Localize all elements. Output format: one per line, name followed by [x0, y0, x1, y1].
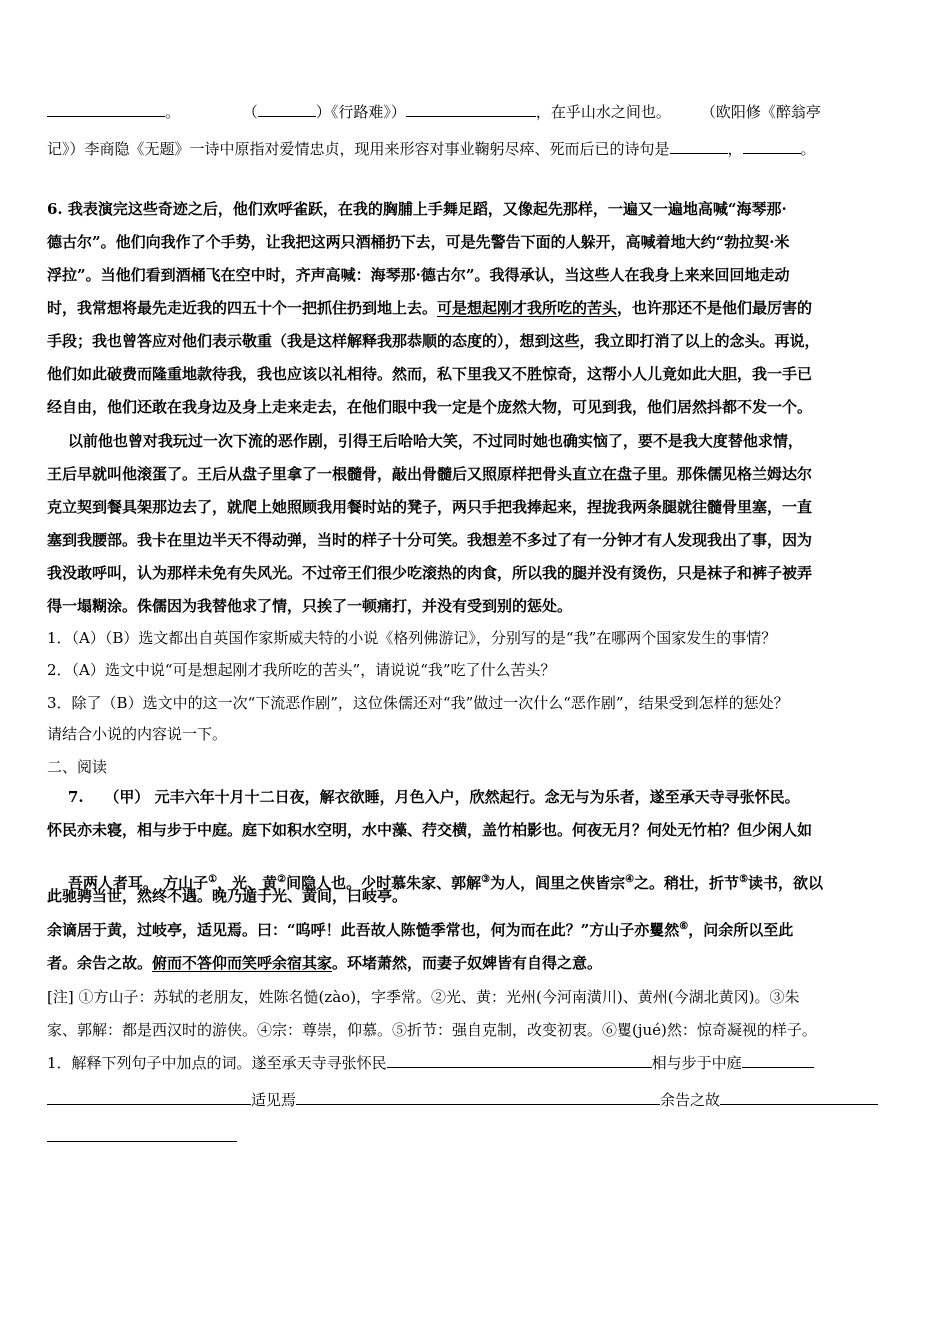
text: 相与步于中 [651, 1054, 727, 1072]
question-1: 1．（A）（B）选文都出自英国作家斯威夫特的小说《格列佛游记》，分别写的是“我”在哪两个国家发生的事情？ [47, 629, 777, 647]
text: 记》）李商隐《无题》一诗中原指对爱情忠贞，现用来形容对事业鞠躬尽瘁、死而后已的诗句是 [47, 140, 670, 158]
reading-line: 此驰骋当世，然终不遇。晚乃遁于光、黄间，曰岐亭。 [47, 887, 408, 905]
text: 1．解释下列句子中加点的词。 [47, 1054, 252, 1072]
explain-question-line [47, 1127, 915, 1147]
question-3: 3．除了（B）选文中的这一次“下流恶作剧”，这位侏儒还对“我”做过一次什么“恶作剧”，结果受到怎样的惩处？ [47, 694, 789, 712]
answer-blank[interactable] [47, 102, 165, 117]
answer-blank[interactable] [670, 139, 728, 154]
answer-blank[interactable] [258, 102, 316, 117]
q6-line: 经自由，他们还敢在我身边及身上走来走去，在他们眼中我一定是个庞然大物，可见到我，他们居然抖都不发一个。 [47, 398, 813, 416]
text: ，在乎山水之间也。 [535, 103, 671, 121]
q6-line [47, 298, 915, 318]
text: 读书，欲以 [748, 874, 824, 892]
q6-line: 德古尔”。他们向我作了个手势，让我把这两只酒桶扔下去，可是先警告下面的人躲开，高喊着地大约“勃拉契·米 [47, 233, 790, 251]
footnote-mark: ① [208, 874, 218, 885]
text: ，光、黄 [217, 874, 278, 892]
dotted-char: 遂 [251, 1054, 267, 1072]
dotted-char: 适 [251, 1091, 267, 1109]
text: 。 [165, 103, 181, 121]
footnote-mark: ③ [481, 874, 491, 885]
text: 。环堵萧然，而妻子奴婢皆有自得之意。 [332, 954, 603, 972]
text: ）《行路难》） [315, 103, 406, 121]
annotation-line: 家、郭解：都是西汉时的游侠。④宗：尊崇，仰慕。⑤折节：强自克制，改变初衷。⑥矍(jué)然：惊奇凝视的样子。 [47, 1021, 817, 1039]
answer-blank[interactable] [47, 1090, 251, 1105]
text: 见焉 [266, 1091, 297, 1109]
text: 间隐人也。少时慕朱家、郭解 [286, 874, 482, 892]
question-3-cont: 请结合小说的内容说一下。 [47, 725, 228, 743]
text: （ [242, 103, 258, 121]
dotted-char: 庭 [726, 1054, 742, 1072]
answer-blank[interactable] [720, 1090, 878, 1105]
q6-line: 得一塌糊涂。侏儒因为我替他求了情，只挨了一顿痛打，并没有受到别的惩处。 [47, 597, 573, 615]
text: ，也许那还不是他们最厉害的 [617, 299, 813, 317]
q6-line: 以前他也曾对我玩过一次下流的恶作剧，引得王后哈哈大笑，不过同时她也确实恼了，要不是我大度替他求情， [47, 432, 803, 450]
q6-line: 6. 我表演完这些奇迹之后，他们欢呼雀跃，在我的胸脯上手舞足蹈，又像起先那样，一遍又一遍地高喊“海琴那· [47, 200, 787, 218]
explain-question-line [47, 1090, 915, 1110]
reading-line: 7. （甲） 元丰六年十月十二日夜，解衣欲睡，月色入户，欣然起行。念无与为乐者，遂至承天寺寻张怀民。 [47, 788, 800, 806]
dotted-char: 故 [705, 1091, 721, 1109]
footnote-mark: ⑥ [679, 921, 689, 932]
underlined-sentence: 可是想起刚才我所吃的苦头 [437, 299, 618, 317]
answer-blank[interactable] [743, 139, 801, 154]
q6-line: 浮拉”。当他们看到酒桶飞在空中时，齐声高喊：海琴那·德古尔”。我得承认，当这些人在我身上来来回回地走动 [47, 266, 790, 284]
footnote-mark: ⑤ [739, 874, 749, 885]
text: 至承天寺寻张怀民 [266, 1054, 387, 1072]
footnote-mark: ② [277, 874, 287, 885]
answer-blank[interactable] [406, 102, 536, 117]
text: ， [727, 140, 743, 158]
fill-in-line-2 [47, 139, 915, 159]
annotation-line: [注] ①方山子：苏轼的老朋友，姓陈名慥(zào)，字季常。②光、黄：光州(今河南潢川)、黄州(今湖北黄冈)。③朱 [47, 988, 800, 1006]
q6-line: 他们如此破费而隆重地款待我，我也应该以礼相待。然而，私下里我又不胜惊奇，这帮小人儿竟如此大胆，我一手已 [47, 365, 813, 383]
q6-line: 王后早就叫他滚蛋了。王后从盘子里拿了一根髓骨，敲出骨髓后又照原样把骨头直立在盘子里。那侏儒见格兰姆达尔 [47, 465, 813, 483]
explain-question-line [47, 1053, 915, 1073]
reading-line: 怀民亦未寝，相与步于中庭。庭下如积水空明，水中藻、荇交横，盖竹柏影也。何夜无月？何处无竹柏？但少闲人如 [47, 821, 813, 839]
text: ，问余所以至此 [688, 921, 794, 939]
answer-blank[interactable] [296, 1090, 660, 1105]
reading-line [47, 953, 915, 973]
text: 时，我常想将最先走近我的四五十个一把抓住扔到地上去。 [47, 299, 438, 317]
underlined-sentence: 俯而不答仰而笑呼余宿其家 [152, 954, 333, 972]
text: 。 [800, 140, 816, 158]
question-2: 2．（A）选文中说“可是想起刚才我所吃的苦头”，请说说“我”吃了什么苦头？ [47, 661, 556, 679]
text: （欧阳修《醉翁亭 [700, 103, 821, 121]
answer-blank[interactable] [47, 1127, 237, 1142]
text: 吾两人者耳。 方山子 [67, 874, 209, 892]
reading-line [47, 920, 915, 940]
q6-line: 塞到我腰部。我卡在里边半天不得动弹，当时的样子十分可笑。我想差不多过了有一分钟才有人发现我出了事，因为 [47, 531, 813, 549]
q6-line: 手段；我也曾答应对他们表示敬重（我是这样解释我那恭顺的态度的），想到这些，我立即打消了以上的念头。再说， [47, 332, 820, 350]
text: 为人，闾里之侠皆宗 [490, 874, 626, 892]
text: 者。余告之故。 [47, 954, 153, 972]
q6-line: 克立契到餐具架那边去了，就爬上她照顾我用餐时站的凳子，两只手把我捧起来，捏拢我两条腿就往髓骨里塞，一直 [47, 498, 813, 516]
q6-line: 我没敢呼叫，认为那样未免有失风光。不过帝王们很少吃滚热的肉食，所以我的腿并没有烫伤，只是袜子和裤子被弄 [47, 564, 813, 582]
answer-blank[interactable] [387, 1053, 652, 1068]
text: 余谪居于黄，过岐亭，适见焉。曰：“呜呼！此吾故人陈慥季常也，何为而在此？”方山子亦矍然 [47, 921, 680, 939]
section-heading: 二、阅读 [47, 758, 108, 776]
text: 之。稍壮，折节 [634, 874, 740, 892]
footnote-mark: ④ [625, 874, 635, 885]
text: 余告之 [660, 1091, 706, 1109]
answer-blank[interactable] [742, 1053, 814, 1068]
fill-in-line-1 [47, 102, 915, 122]
